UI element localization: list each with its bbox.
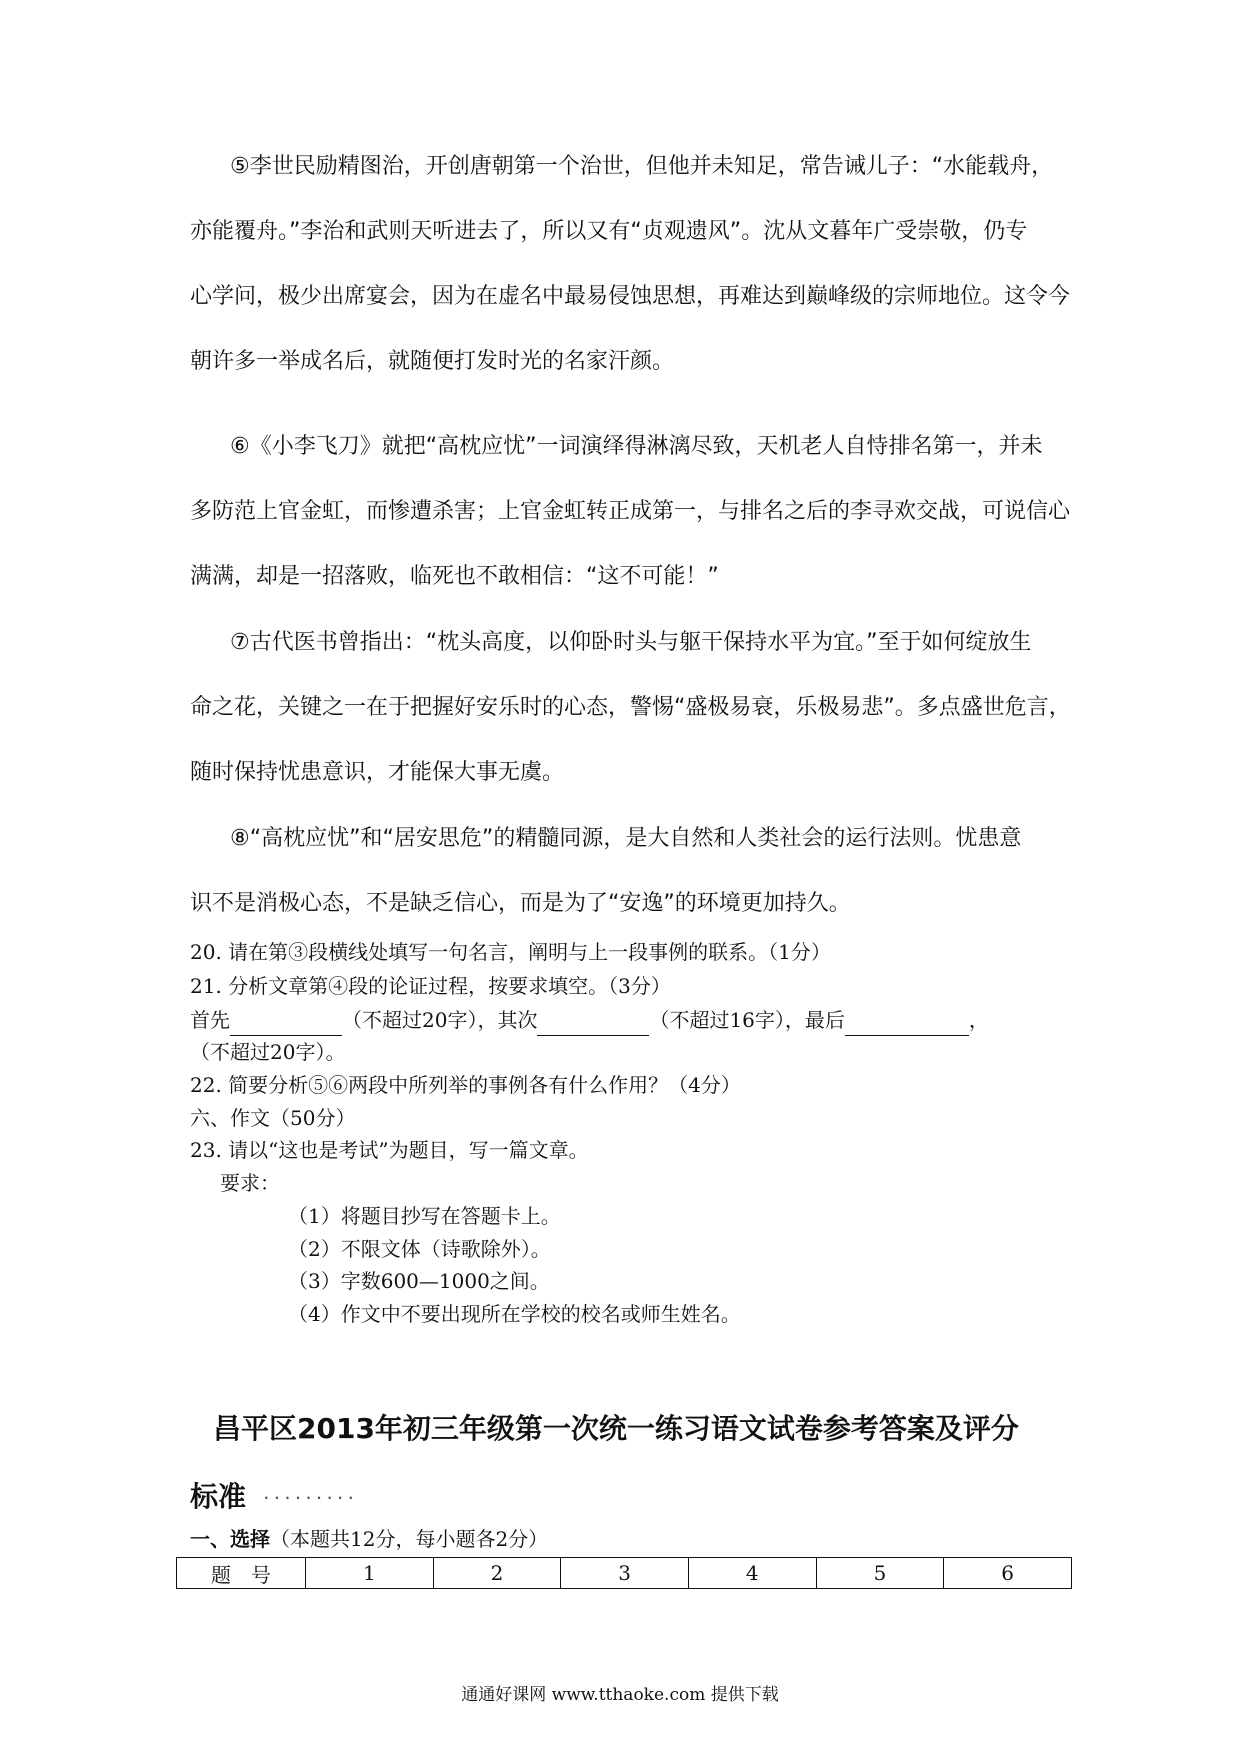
text-line: 命之花，关键之一在于把握好安乐时的心态，警惕“盛极易衰，乐极易悲”。多点盛世危言， [190, 695, 1071, 720]
passage-paragraph-6 [190, 414, 1071, 609]
passage-paragraph-7 [190, 610, 1071, 805]
table-cell: 1 [306, 1558, 434, 1589]
text-line: 满满，却是一招落败，临死也不敢相信：“这不可能！” [190, 564, 719, 589]
text-line: 亦能覆舟。”李治和武则天听进去了，所以又有“贞观遗风”。沈从文暮年广受崇敬，仍专 [190, 219, 1028, 244]
requirement-4: （4）作文中不要出现所在学校的校名或师生姓名。 [288, 1302, 741, 1326]
table-cell: 4 [688, 1558, 816, 1589]
dotted-leader: ········· [264, 1491, 360, 1505]
answer-title-line1: 昌平区2013年初三年级第一次统一练习语文试卷参考答案及评分 [213, 1412, 1019, 1445]
fill-first-note: （不超过20字），其次 [342, 1008, 538, 1032]
answer-blank-1[interactable] [230, 1013, 342, 1036]
table-cell: 3 [561, 1558, 689, 1589]
passage-paragraph-8 [190, 806, 1060, 936]
text-line: ⑥《小李飞刀》就把“高枕应忧”一词演绎得淋漓尽致，天机老人自恃排名第一，并未 [230, 434, 1043, 459]
answer-table [176, 1557, 1072, 1589]
fill-first-label: 首先 [190, 1008, 230, 1032]
table-cell: 5 [816, 1558, 944, 1589]
text-line: 识不是消极心态，不是缺乏信心，而是为了“安逸”的环境更加持久。 [190, 891, 851, 916]
section-1-heading [190, 1523, 548, 1555]
answer-title-text: 标准 [190, 1480, 247, 1513]
table-row [177, 1558, 1072, 1589]
text-line: 心学问，极少出席宴会，因为在虚名中最易侵蚀思想，再难达到巅峰级的宗师地位。这令今 [190, 284, 1071, 309]
requirement-3: （3）字数600—1000之间。 [288, 1269, 550, 1293]
table-cell: 2 [433, 1558, 561, 1589]
table-cell: 6 [944, 1558, 1072, 1589]
section-1-label: 一、选择 [190, 1527, 270, 1551]
question-21: 21. 分析文章第④段的论证过程，按要求填空。（3分） [190, 974, 671, 998]
section-6-heading: 六、作文（50分） [190, 1106, 356, 1130]
question-22: 22. 简要分析⑤⑥两段中所列举的事例各有什么作用？（4分） [190, 1073, 741, 1097]
section-1-note: （本题共12分，每小题各2分） [270, 1527, 549, 1551]
text-line: ⑧“高枕应忧”和“居安思危”的精髓同源，是大自然和人类社会的运行法则。忧患意 [230, 826, 1022, 851]
question-21-note: （不超过20字）。 [190, 1040, 346, 1064]
requirement-1: （1）将题目抄写在答题卡上。 [288, 1204, 561, 1228]
passage-paragraph-5 [190, 134, 1071, 394]
answer-title-line2 [190, 1475, 359, 1515]
text-line: ⑤李世民励精图治，开创唐朝第一个治世，但他并未知足，常告诫儿子：“水能载舟， [230, 154, 1054, 179]
page-footer: 通通好课网 www.tthaoke.com 提供下载 [461, 1685, 779, 1705]
question-23: 23. 请以“这也是考试”为题目，写一篇文章。 [190, 1138, 589, 1162]
fill-end-comma: ， [968, 1008, 989, 1032]
question-21-fill [190, 1004, 989, 1036]
fill-second-note: （不超过16字），最后 [649, 1008, 845, 1032]
text-line: 多防范上官金虹，而惨遭杀害；上官金虹转正成第一，与排名之后的李寻欢交战，可说信心 [190, 499, 1071, 524]
table-header-cell: 题 号 [177, 1558, 306, 1589]
text-line: ⑦古代医书曾指出：“枕头高度，以仰卧时头与躯干保持水平为宜。”至于如何绽放生 [230, 630, 1032, 655]
question-20: 20. 请在第③段横线处填写一句名言，阐明与上一段事例的联系。（1分） [190, 940, 831, 964]
answer-blank-3[interactable] [845, 1013, 969, 1036]
text-line: 朝许多一举成名后，就随便打发时光的名家汗颜。 [190, 349, 675, 374]
text-line: 随时保持忧患意识，才能保大事无虞。 [190, 760, 565, 785]
requirements-label: 要求： [220, 1171, 280, 1195]
answer-blank-2[interactable] [537, 1013, 649, 1036]
requirement-2: （2）不限文体（诗歌除外）。 [288, 1237, 551, 1261]
